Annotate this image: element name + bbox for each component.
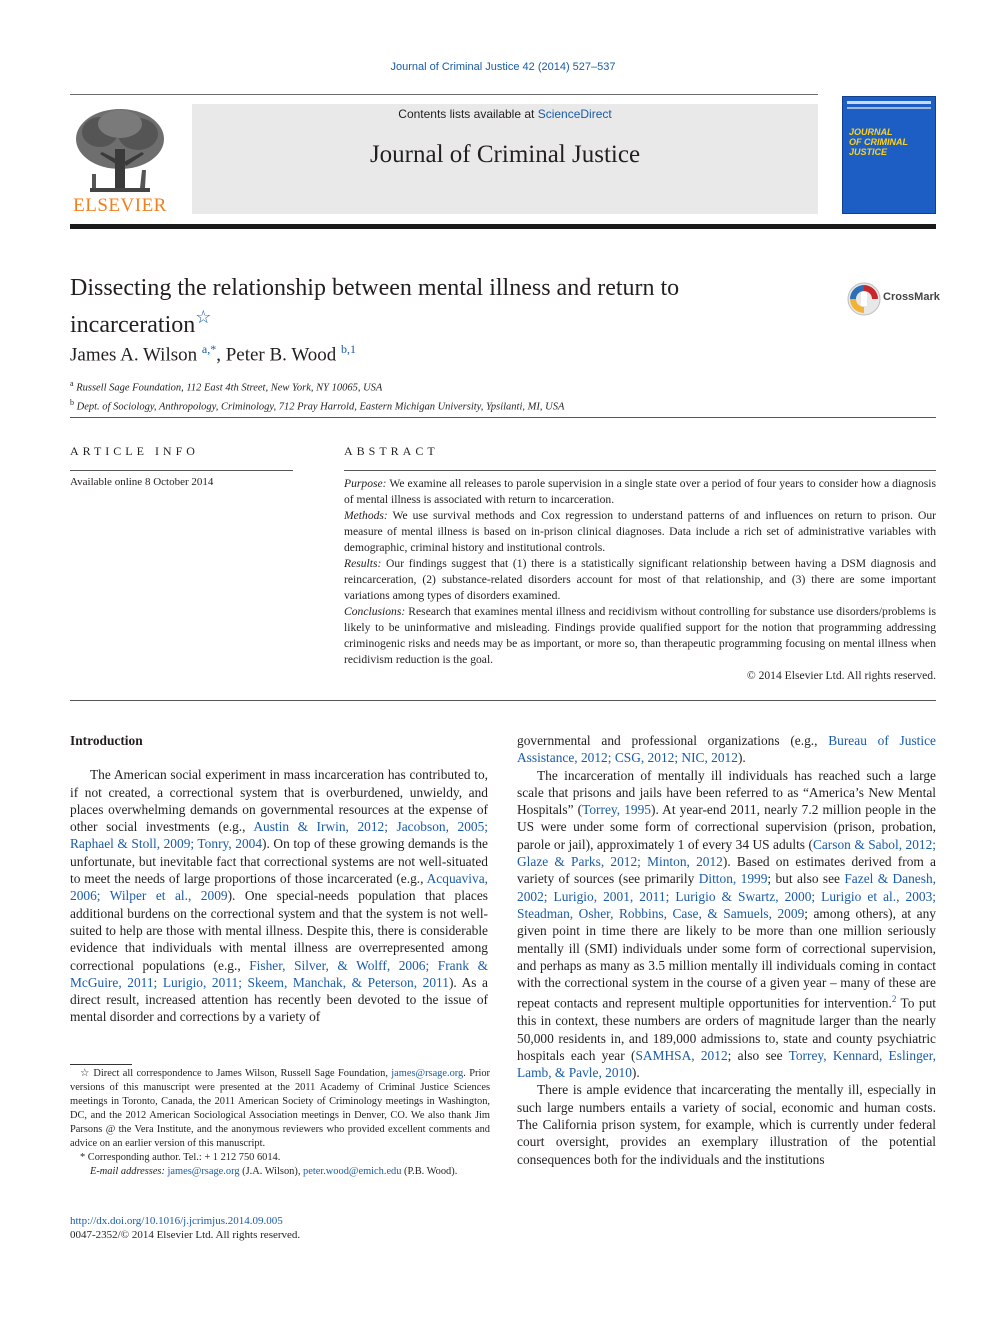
body-paragraph: There is ample evidence that incarcerating the mentally ill, especially in such large numbers entails a variety of social, economic and human costs. The California prison system, for example, which is currently under federal court oversight, provides an exemplary illustration of the potential consequences both for the individuals and the institutions	[517, 1082, 936, 1167]
title-footnote-star[interactable]: ☆	[195, 307, 212, 327]
author-affiliation-marker[interactable]: a,*	[201, 342, 217, 356]
body-paragraph: governmental and professional organizations (e.g., Bureau of Justice Assistance, 2012; CSG, 2012; NIC, 2012).	[517, 733, 936, 766]
footnote-marker[interactable]: 2	[891, 994, 897, 1005]
journal-citation-link[interactable]: Journal of Criminal Justice 42 (2014) 527–537	[390, 61, 616, 73]
footnote-rule	[70, 1064, 132, 1065]
abstract-methods: Methods: We use survival methods and Cox regression to understand patterns of and influences on return to prison. Our measure of mental illness is based on in-prison clinical diagnoses. Data include a rich set of administrative variables with demographic, criminal history and institutional controls.	[344, 509, 936, 554]
citation-link[interactable]: Fazel & Danesh, 2002; Lurigio, 2001, 2011; Lurigio & Swartz, 2000; Lurigio et al., 2003; Steadman, Osher, Robbins, Case, & Samuels, 2009	[517, 871, 937, 921]
citation-link[interactable]: Ditton, 1999	[698, 871, 768, 887]
abstract-results: Results: Our findings suggest that (1) there is a statistically significant relationship between having a DSM diagnosis and reincarceration, (2) substance-related disorders account for most of that relationship, and (3) there are some important variations among types of disorders examined.	[344, 557, 936, 602]
footnote-emails: E-mail addresses: james@rsage.org (J.A. Wilson), peter.wood@emich.edu (P.B. Wood).	[90, 1166, 458, 1177]
email-link[interactable]: peter.wood@emich.edu	[303, 1166, 402, 1177]
sciencedirect-link[interactable]: ScienceDirect	[537, 107, 612, 121]
section-rule	[70, 417, 936, 418]
citation-link[interactable]: Torrey, Kennard, Eslinger, Lamb, & Pavle, 2010	[517, 1047, 936, 1081]
author-name: Peter B. Wood	[225, 344, 337, 366]
cover-masthead-line	[847, 101, 931, 104]
cover-title: JOURNAL OF CRIMINAL JUSTICE	[849, 127, 908, 157]
body-column-left	[70, 732, 488, 1026]
section-rule	[70, 700, 936, 701]
header-bottom-rule	[70, 224, 936, 229]
footnotes	[70, 1067, 490, 1179]
citation-link[interactable]: Carson & Sabol, 2012; Glaze & Parks, 2012; Minton, 2012	[517, 836, 936, 870]
footnote-star: ☆ Direct all correspondence to James Wilson, Russell Sage Foundation, james@rsage.org. Prior versions of this manuscript were presented at the 2011 Academy of Criminal Justice Sciences meetings in Toronto, Canada, the 2011 American Society of Criminology meetings in Washington, DC, and the 2012 American Sociological Association meetings in Denver, CO. We also thank Jim Parsons @ the Vera Institute, and the anonymous reviewers who provided excellent comments and advice on an earlier version of this manuscript.	[70, 1068, 490, 1149]
author-name: James A. Wilson	[70, 344, 198, 366]
body-column-right	[517, 732, 936, 1168]
abstract-conclusions: Conclusions: Research that examines mental illness and recidivism without controlling for substance use disorders/problems is likely to be uninformative and misleading. Findings provide qualified support for the notion that programming addressing criminogenic risks and needs may be as important, or more so, than therapeutic programming focusing on mental illness when recidivism reduction is the goal.	[344, 605, 936, 666]
footnote-corresponding: * Corresponding author. Tel.: + 1 212 750 6014.	[80, 1152, 281, 1163]
email-link[interactable]: james@rsage.org	[391, 1068, 464, 1079]
contents-availability-line: Contents lists available at ScienceDirect	[398, 107, 612, 121]
crossmark-label[interactable]: CrossMark	[883, 291, 940, 303]
abstract-heading: ABSTRACT	[344, 444, 439, 458]
affiliation-a: $^a$ Russell Sage Foundation, 112 East 4th Street, New York, NY 10065, USA	[70, 379, 383, 394]
cover-masthead-line	[847, 107, 931, 109]
abstract-text	[344, 476, 936, 684]
author-affiliation-marker[interactable]: b,1	[341, 342, 356, 356]
citation-link[interactable]: Acquaviva, 2006; Wilper et al., 2009	[70, 871, 488, 904]
article-info-rule	[70, 470, 293, 471]
abstract-rule	[344, 470, 936, 471]
header-top-rule	[70, 94, 818, 95]
affiliation-b: $^b$ Dept. of Sociology, Anthropology, Criminology, 712 Pray Harrold, Eastern Michigan University, Ypsilanti, MI, USA	[70, 397, 565, 412]
elsevier-wordmark: ELSEVIER	[73, 195, 167, 216]
author-list: James A. Wilson $^{a,*}$, Peter B. Wood $^{b,1}$	[70, 342, 356, 366]
email-link[interactable]: james@rsage.org	[167, 1166, 240, 1177]
citation-link[interactable]: SAMHSA, 2012	[635, 1047, 728, 1063]
article-title: Dissecting the relationship between mental illness and return to incarceration☆	[70, 275, 680, 338]
available-online-date: Available online 8 October 2014	[70, 476, 214, 488]
crossmark-icon[interactable]	[846, 281, 882, 317]
citation-link[interactable]: Bureau of Justice Assistance, 2012; CSG, 2012; NIC, 2012	[517, 733, 936, 766]
issn-copyright: 0047-2352/© 2014 Elsevier Ltd. All rights reserved.	[70, 1229, 301, 1241]
abstract-purpose: Purpose: We examine all releases to parole supervision in a single state over a period of four years to consider how a diagnosis of mental illness is associated with return to incarceration.	[344, 477, 936, 506]
citation-link[interactable]: Torrey, 1995	[582, 802, 651, 818]
abstract-copyright: © 2014 Elsevier Ltd. All rights reserved.	[746, 669, 936, 682]
body-paragraph: The American social experiment in mass incarceration has contributed to, if not created, a correctional system that is overburdened, unwieldy, and places overwhelming demands on governmental resources at the expense of other social investments (e.g., Austin & Irwin, 2012; Jacobson, 2005; Raphael & Stoll, 2009; Tonry, 2004). On top of these growing demands is the unfortunate, but inevitable fact that correctional systems are not well-situated to meet the needs of large proportions of those incarcerated (e.g., Acquaviva, 2006; Wilper et al., 2009). One special-needs population that places additional burdens on the correctional system and that the system is not well-suited to help are those with mental illness. Despite this, there is considerable evidence that individuals with mental illness are overrepresented among correctional populations (e.g., Fisher, Silver, & Wolff, 2006; Frank & McGuire, 2011; Lurigio, 2011; Skeem, Manchak, & Peterson, 2011). As a direct result, increased attention has recently been devoted to the issue of mental disorder and corrections by a variety of	[70, 767, 488, 1025]
citation-link[interactable]: Austin & Irwin, 2012; Jacobson, 2005; Raphael & Stoll, 2009; Tonry, 2004	[70, 819, 488, 852]
doi-link[interactable]: http://dx.doi.org/10.1016/j.jcrimjus.2014.09.005	[70, 1215, 283, 1227]
journal-title: Journal of Criminal Justice	[369, 141, 641, 168]
body-paragraph: The incarceration of mentally ill individuals has reached such a large scale that prisons and jails have been referred to as “America’s New Mental Hospitals” (Torrey, 1995). At year-end 2011, nearly 7.2 million people in the US were under some form of correctional supervision (prison, probation, parole or jail), approximately 1 of every 34 US adults (Carson & Sabol, 2012; Glaze & Parks, 2012; Minton, 2012). Based on estimates derived from a variety of sources (see primarily Ditton, 1999; but also see Fazel & Danesh, 2002; Lurigio, 2001, 2011; Lurigio & Swartz, 2000; Lurigio et al., 2003; Steadman, Osher, Robbins, Case, & Samuels, 2009; among others), at any given point in time there are likely to be more than one million seriously mentally ill (SMI) individuals under some form of correctional supervision, and perhaps as many as 3.5 million mentally ill individuals coming in contact with the correctional system in the course of a given year – many of these are repeat contacts and represent multiple opportunities for intervention.$^2$ To put this in context, these numbers are orders of magnitude larger than the nearly 50,000 residents in, and 189,000 admissions to, state and county psychiatric hospitals each year (SAMHSA, 2012; also see Torrey, Kennard, Eslinger, Lamb, & Pavle, 2010).	[517, 767, 937, 1081]
journal-cover-thumbnail[interactable]	[842, 96, 936, 214]
citation-link[interactable]: Fisher, Silver, & Wolff, 2006; Frank & McGuire, 2011; Lurigio, 2011; Skeem, Manchak, & Peterson, 2011	[70, 957, 488, 990]
article-info-heading: ARTICLE INFO	[70, 444, 199, 458]
introduction-heading: Introduction	[70, 733, 143, 748]
affiliations	[70, 377, 564, 414]
